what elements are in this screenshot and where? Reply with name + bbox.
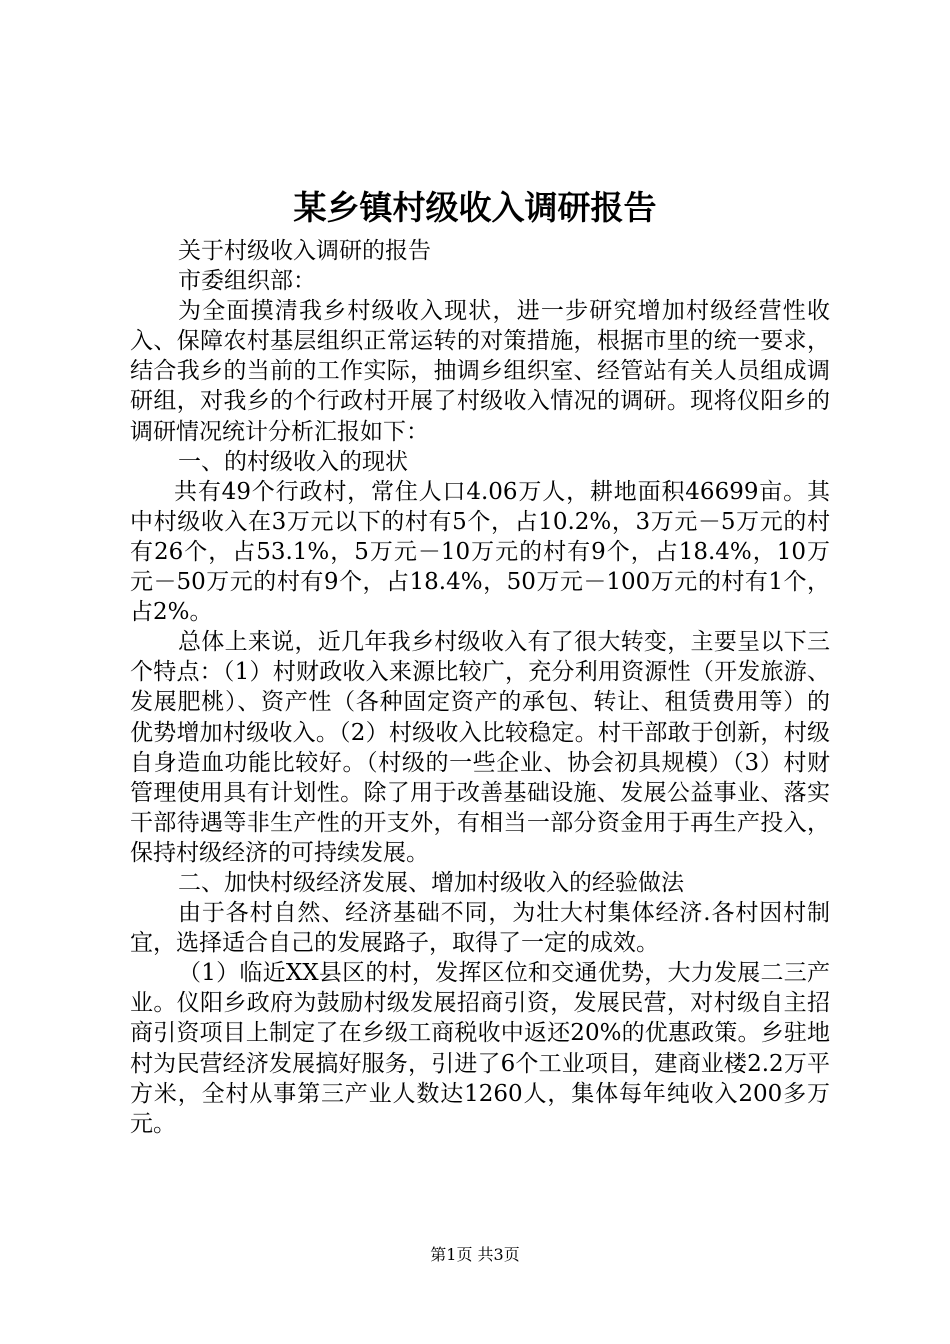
body-paragraph: （1）临近XX县区的村，发挥区位和交通优势，大力发展二三产业。仪阳乡政府为鼓励村级发展招商引资，发展民营，对村级自主招商引资项目上制定了在乡级工商税收中返还20%的优惠政策。乡驻地村为民营经济发展搞好服务，引进了6个工业项目，建商业楼2.2万平方米，全村从事第三产业人数达1260人，集体每年纯收入200多万元。 bbox=[130, 960, 830, 1137]
body-paragraph: 共有49个行政村，常住人口4.06万人，耕地面积46699亩。其中村级收入在3万元以下的村有5个，占10.2%，3万元－5万元的村有26个，占53.1%，5万元－10万元的村有9个，占18.4%，10万元－50万元的村有9个，占18.4%，50万元－100万元的村有1个，占2%。 bbox=[130, 478, 830, 626]
section-heading: 一、的村级收入的现状 bbox=[178, 448, 408, 475]
salutation: 市委组织部： bbox=[178, 268, 316, 295]
document-body bbox=[130, 236, 830, 1139]
page-footer: 第1页 共3页 bbox=[430, 1245, 520, 1264]
body-paragraph: 为全面摸清我乡村级收入现状，进一步研究增加村级经营性收入、保障农村基层组织正常运转的对策措施，根据市里的统一要求，结合我乡的当前的工作实际，抽调乡组织室、经管站有关人员组成调研组，对我乡的个行政村开展了村级收入情况的调研。现将仪阳乡的调研情况统计分析汇报如下： bbox=[130, 298, 830, 445]
document-title: 某乡镇村级收入调研报告 bbox=[293, 188, 657, 227]
body-paragraph: 总体上来说，近几年我乡村级收入有了很大转变，主要呈以下三个特点：（1）村财政收入来源比较广，充分利用资源性（开发旅游、发展肥桃）、资产性（各种固定资产的承包、转让、租赁费用等）的优势增加村级收入。（2）村级收入比较稳定。村干部敢于创新，村级自身造血功能比较好。（村级的一些企业、协会初具规模）（3）村财管理使用具有计划性。除了用于改善基础设施、发展公益事业、落实干部待遇等非生产性的开支外，有相当一部分资金用于再生产投入，保持村级经济的可持续发展。 bbox=[130, 629, 830, 866]
report-subtitle: 关于村级收入调研的报告 bbox=[178, 238, 431, 264]
section-heading: 二、加快村级经济发展、增加村级收入的经验做法 bbox=[178, 869, 684, 896]
body-paragraph: 由于各村自然、经济基础不同，为壮大村集体经济.各村因村制宜，选择适合自己的发展路子，取得了一定的成效。 bbox=[130, 900, 830, 957]
